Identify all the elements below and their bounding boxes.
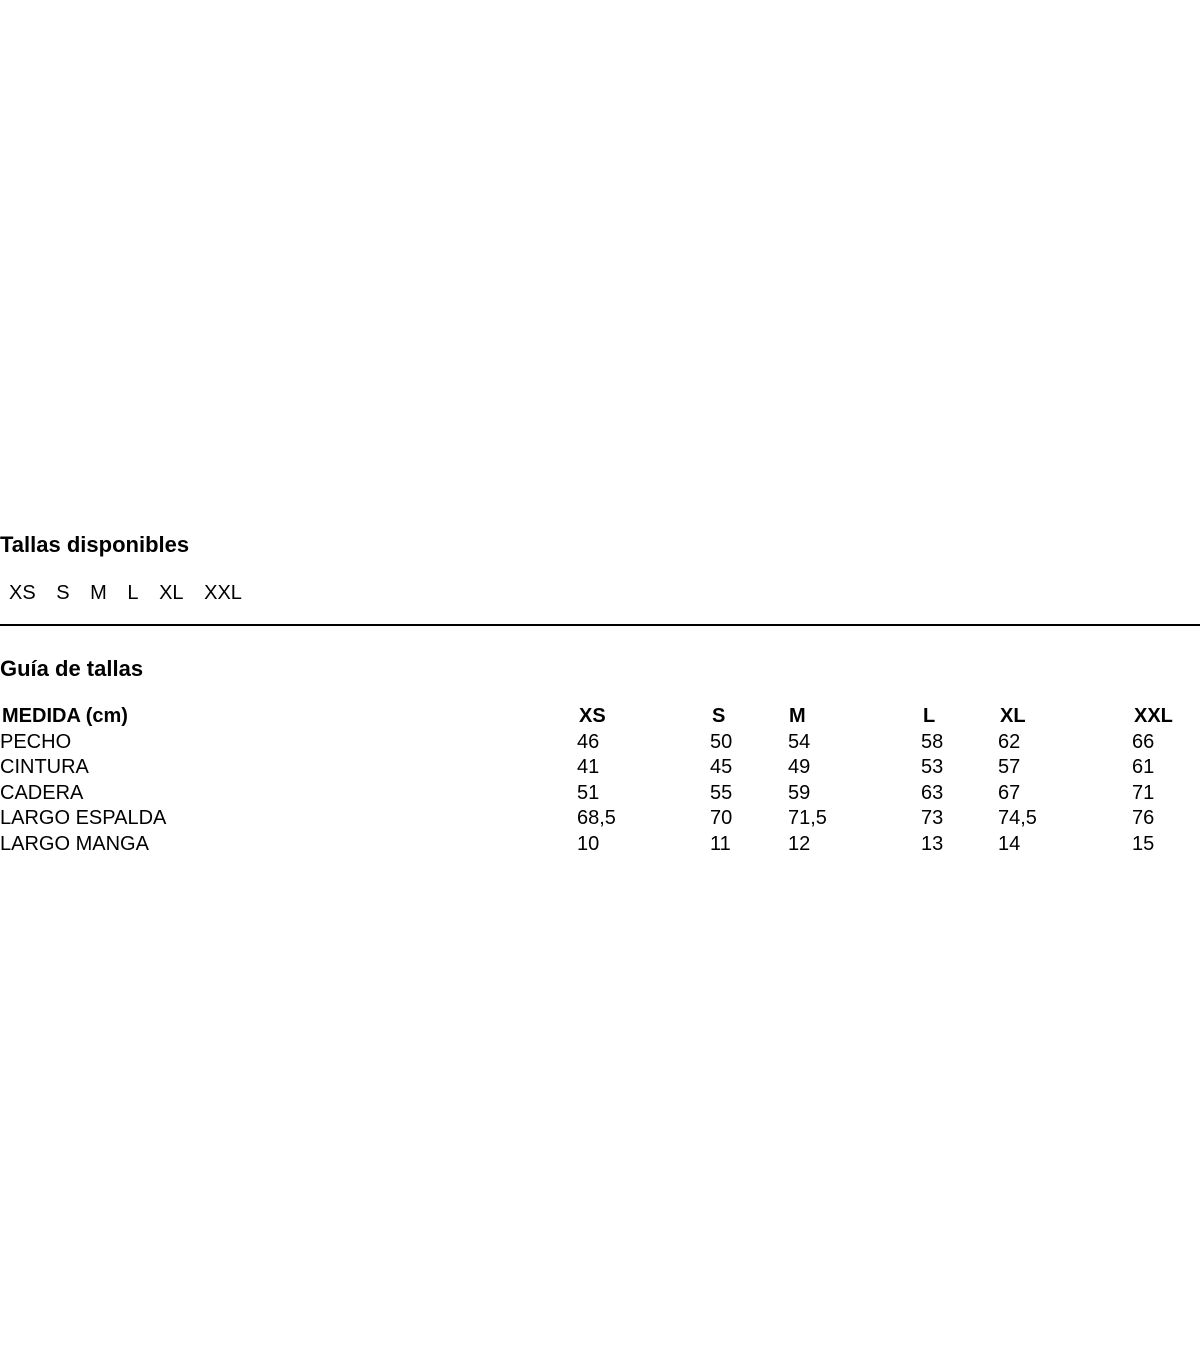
available-sizes-title: Tallas disponibles	[0, 532, 190, 557]
table-cell: 54	[788, 730, 811, 753]
size-guide-table	[0, 704, 1200, 858]
available-sizes-list	[9, 581, 257, 605]
table-header-cell: M	[789, 705, 806, 727]
size-option-xxl[interactable]: XXL	[204, 582, 242, 604]
table-cell: CINTURA	[0, 756, 89, 779]
table-cell: 63	[921, 781, 944, 804]
table-cell: PECHO	[0, 730, 72, 753]
table-row	[0, 781, 1200, 807]
table-cell: 46	[577, 730, 600, 753]
size-option-m[interactable]: M	[90, 582, 107, 604]
section-divider	[0, 624, 1200, 626]
table-cell: 51	[577, 781, 600, 804]
table-cell: 67	[998, 781, 1021, 804]
table-row	[0, 806, 1200, 832]
table-header-cell: XXL	[1134, 705, 1173, 727]
table-row	[0, 755, 1200, 781]
table-cell: 15	[1132, 832, 1155, 855]
table-cell: 71	[1132, 781, 1155, 804]
size-option-s[interactable]: S	[56, 582, 70, 604]
table-row	[0, 832, 1200, 858]
table-cell: 10	[577, 832, 600, 855]
table-cell: 62	[998, 730, 1021, 753]
table-cell: 41	[577, 756, 600, 779]
size-option-xs[interactable]: XS	[9, 582, 36, 604]
size-option-xl[interactable]: XL	[159, 582, 184, 604]
table-cell: 70	[710, 807, 733, 830]
table-cell: 61	[1132, 756, 1155, 779]
size-guide-title: Guía de tallas	[0, 656, 144, 681]
table-cell: 11	[710, 832, 731, 855]
table-cell: 57	[998, 756, 1021, 779]
table-cell: 45	[710, 756, 733, 779]
table-cell: 74,5	[998, 807, 1037, 830]
table-cell: LARGO ESPALDA	[0, 807, 167, 830]
table-cell: 71,5	[788, 807, 827, 830]
table-cell: 12	[788, 832, 811, 855]
table-header-cell: XL	[1000, 705, 1026, 727]
table-cell: 55	[710, 781, 733, 804]
table-header-cell: S	[712, 705, 726, 727]
table-cell: 14	[998, 832, 1021, 855]
table-header-cell: MEDIDA (cm)	[2, 705, 128, 727]
table-header-row	[0, 704, 1200, 730]
table-cell: 53	[921, 756, 944, 779]
table-cell: 76	[1132, 807, 1155, 830]
table-row	[0, 730, 1200, 756]
size-option-l[interactable]: L	[127, 582, 139, 604]
table-cell: 49	[788, 756, 811, 779]
table-cell: 59	[788, 781, 811, 804]
table-cell: 58	[921, 730, 944, 753]
table-header-cell: L	[923, 705, 936, 727]
table-cell: CADERA	[0, 781, 84, 804]
table-cell: 68,5	[577, 807, 616, 830]
table-cell: 73	[921, 807, 944, 830]
table-cell: 13	[921, 832, 944, 855]
table-cell: 50	[710, 730, 733, 753]
table-header-cell: XS	[579, 705, 606, 727]
table-cell: LARGO MANGA	[0, 832, 149, 855]
table-cell: 66	[1132, 730, 1155, 753]
